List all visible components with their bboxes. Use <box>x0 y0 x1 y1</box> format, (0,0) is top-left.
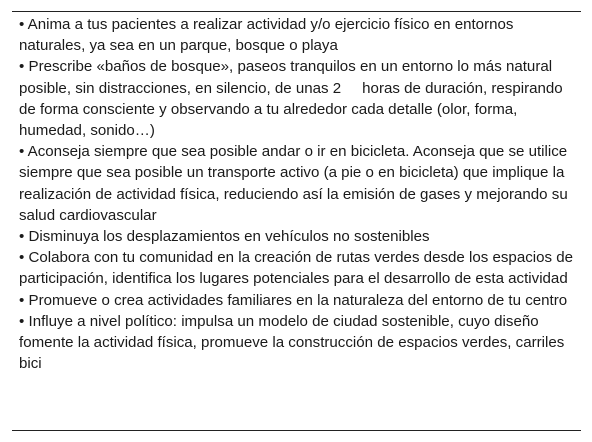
list-item-text: Colabora con tu comunidad en la creación de rutas verdes desde los espacios de participación, identifica los lugares potenciales para el desarrollo de esta actividad <box>19 249 574 288</box>
list-item <box>19 226 575 247</box>
list-item <box>19 290 575 311</box>
list-item-text: Disminuya los desplazamientos en vehículos no sostenibles <box>28 228 430 246</box>
list-item <box>19 141 575 226</box>
list-item <box>19 14 575 56</box>
bullet-icon: • <box>19 249 25 267</box>
list-item <box>19 56 575 141</box>
list-item-text: Influye a nivel político: impulsa un modelo de ciudad sostenible, cuyo diseño fomente la actividad física, promueve la construcción de espacios verdes, carriles bici <box>19 312 565 373</box>
recommendations-table <box>12 11 581 431</box>
bullet-icon: • <box>19 228 25 246</box>
bullet-icon: • <box>19 58 25 76</box>
list-item-text: Prescribe «baños de bosque», paseos tranquilos en un entorno lo más natural posible, sin distracciones, en silencio, de unas 2 horas de duración, respirando de forma consciente y observando a tu alrededor cada detalle (olor, forma, humedad, sonido…) <box>19 58 567 140</box>
bullet-icon: • <box>19 291 25 309</box>
list-item-text: Promueve o crea actividades familiares en la naturaleza del entorno de tu centro <box>28 291 568 309</box>
bullet-icon: • <box>19 143 25 161</box>
bullet-icon: • <box>19 16 25 33</box>
list-item-text: Aconseja siempre que sea posible andar o ir en bicicleta. Aconseja que se utilice siempre que sea posible un transporte activo (a pie o en bicicleta) que implique la realización de actividad física, reduciendo así la emisión de gases y mejorando su salud cardiovascular <box>19 143 568 224</box>
bullet-icon: • <box>19 312 25 330</box>
list-item <box>19 247 575 289</box>
list-item <box>19 311 575 375</box>
recommendations-list <box>12 12 581 374</box>
list-item-text: Anima a tus pacientes a realizar actividad y/o ejercicio físico en entornos naturales, ya sea en un parque, bosque o playa <box>19 16 514 55</box>
